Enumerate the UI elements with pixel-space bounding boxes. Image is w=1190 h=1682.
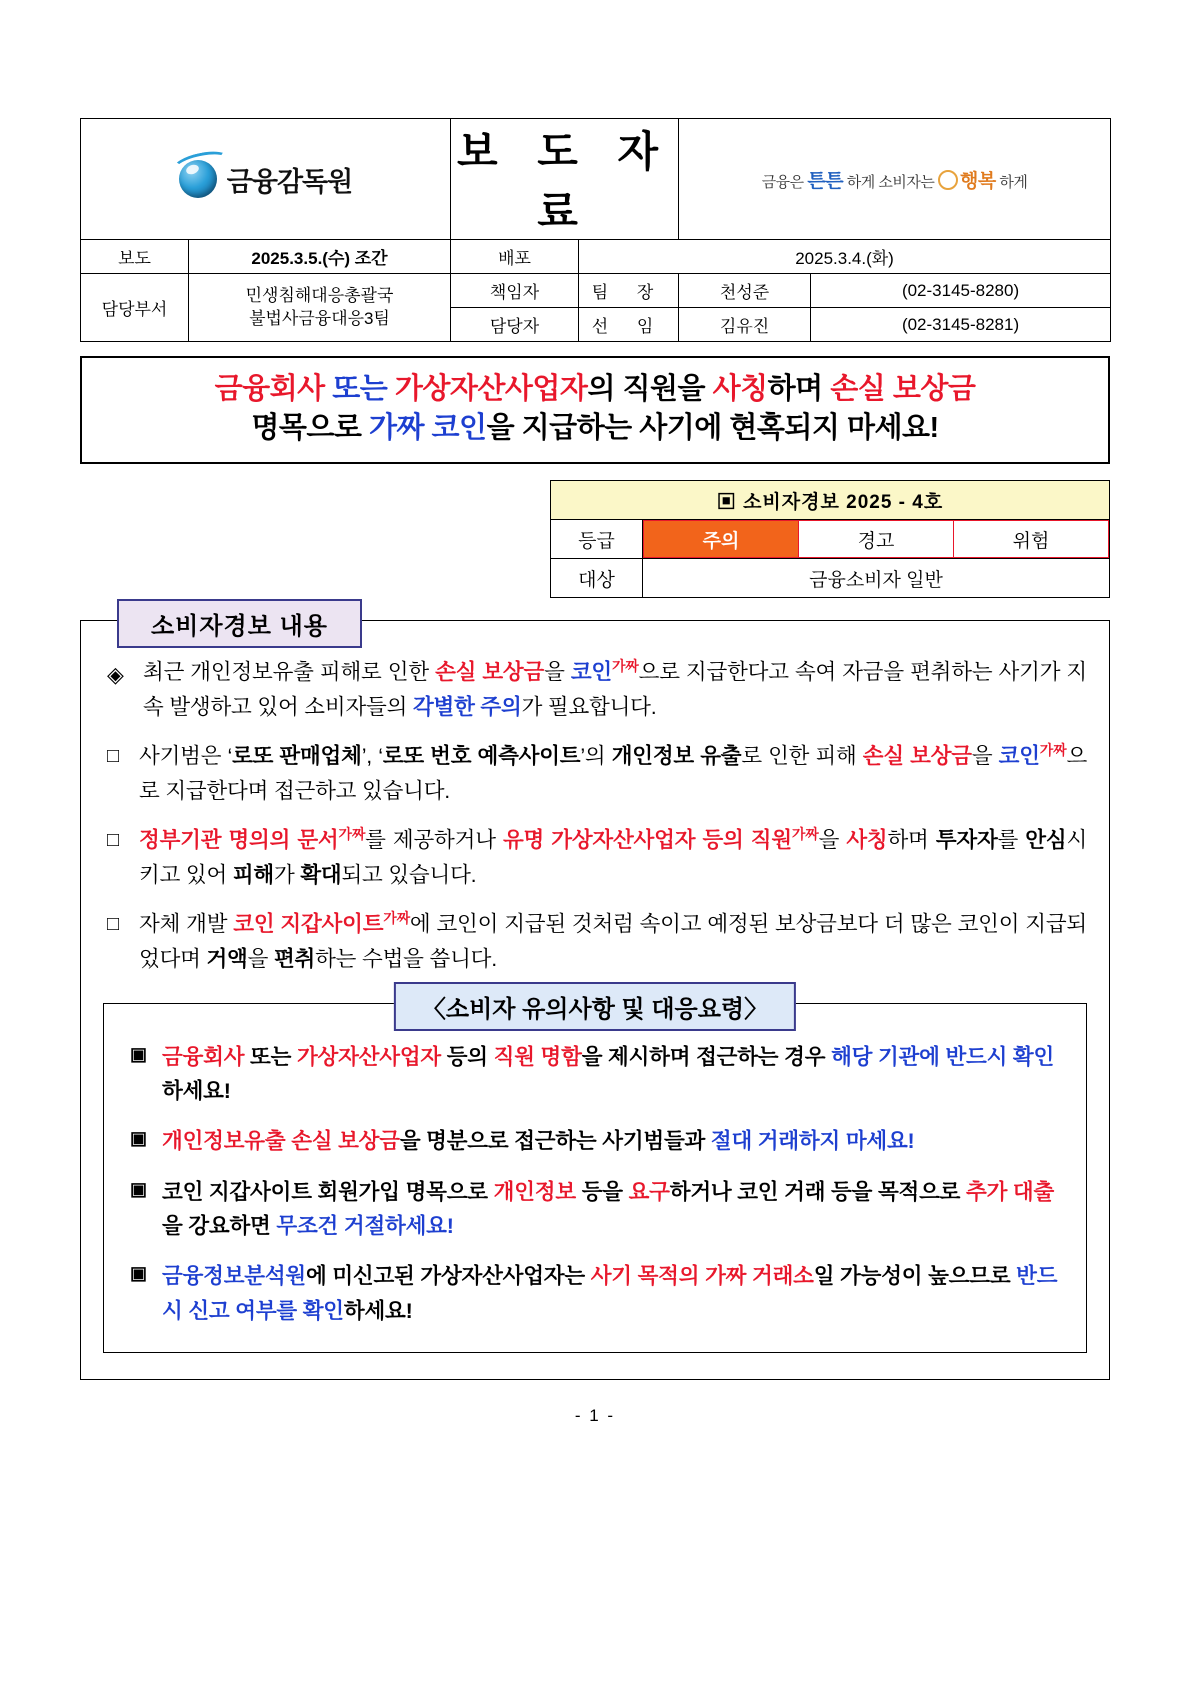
tip-item-2 [124, 1124, 1066, 1158]
tip-3-run-4: 하거나 코인 거래 등을 목적으로 [669, 1179, 967, 1204]
paragraph-2-run-1: 로또 판매업체 [232, 744, 362, 769]
paragraph-3-run-3: 유명 가상자산사업자 등의 직원 [502, 828, 792, 853]
tips-list [124, 1040, 1066, 1329]
paragraph-1-run-7: 가 필요합니다. [521, 695, 657, 720]
tip-3-run-2: 등을 [575, 1179, 629, 1204]
paragraph-1-run-1: 손실 보상금 [435, 660, 545, 685]
alert-title: ▣ 소비자경보 2025 - 4호 [551, 481, 1110, 520]
tip-4-run-0: 금융정보분석원 [162, 1264, 306, 1289]
dept-name [189, 274, 451, 342]
paragraph-3-run-8: 투자자 [935, 828, 998, 853]
tip-3-run-0: 코인 지갑사이트 회원가입 명목으로 [162, 1179, 494, 1204]
headline-2-run-0: 명목으로 [251, 412, 369, 445]
paragraph-3-run-7: 하며 [887, 828, 936, 853]
slogan-end: 하게 [999, 173, 1028, 191]
tip-3-run-7: 무조건 거절하세요! [276, 1214, 454, 1239]
tip-3-run-5: 추가 대출 [966, 1179, 1055, 1204]
paragraph-2-run-6: 로 인한 피해 [741, 744, 863, 769]
square-bullet-icon: □ [107, 745, 119, 768]
fake-marker: 가짜 [791, 825, 819, 842]
tip-2-run-2: 절대 거래하지 마세요! [710, 1129, 915, 1154]
paragraph-1-run-2: 을 [544, 660, 571, 685]
tip-1-run-6: 해당 기관에 반드시 확인 [831, 1044, 1055, 1069]
tip-1-run-5: 을 제시하며 접근하는 경우 [581, 1044, 832, 1069]
responsible-label: 책임자 [451, 274, 579, 308]
content-paragraph-1 [103, 655, 1087, 725]
target-label: 대상 [551, 559, 643, 598]
headline-1-run-6: 손실 보상금 [830, 373, 976, 405]
paragraph-2-run-3: 로또 번호 예측사이트 [382, 744, 581, 769]
tip-1-run-3: 등의 [440, 1044, 494, 1069]
consumer-alert-table [550, 480, 1110, 598]
fake-marker: 가짜 [1039, 742, 1067, 759]
tips-box [103, 995, 1087, 1354]
alert-title-row [551, 481, 1110, 520]
dept-line-2: 불법사금융대응3팀 [249, 308, 390, 328]
circle-icon [938, 170, 958, 190]
paragraph-3-run-9: 를 [997, 828, 1026, 853]
page-number: - 1 - [574, 1406, 616, 1426]
agency-name: 금융감독원 [226, 166, 353, 197]
headline-2-run-2: 을 지급하는 사기에 현혹되지 마세요! [486, 412, 939, 445]
headline-2-run-1: 가짜 코인 [368, 412, 487, 445]
headline-box [80, 356, 1110, 464]
fake-marker: 가짜 [383, 909, 410, 926]
square-bullet-icon: □ [107, 912, 119, 935]
slogan-strong: 튼튼 [807, 169, 844, 192]
paragraph-4-run-3: 에 코인이 지급된 것처럼 속이고 예정된 보상금보다 더 많은 코인이 지급되었다며 [139, 911, 1087, 971]
square-bullet-icon: □ [107, 828, 119, 851]
paragraph-2-run-7: 손실 보상금 [862, 744, 972, 769]
content-paragraph-2 [103, 739, 1087, 809]
bodo-value: 2025.3.5.(수) 조간 [189, 240, 451, 274]
grade-label: 등급 [551, 520, 643, 559]
filled-square-bullet-icon: ▣ [130, 1178, 147, 1199]
tip-2-run-1: 을 명분으로 접근하는 사기범들과 [399, 1129, 711, 1154]
bodo-label: 보도 [81, 240, 189, 274]
paragraph-2-run-8: 을 [971, 744, 999, 769]
slogan-happy: 행복 [960, 169, 996, 192]
paragraph-4-run-0: 자체 개발 [139, 911, 234, 936]
paragraph-3-run-13: 가 [273, 862, 301, 887]
tip-4-run-4: 반드시 신고 여부를 확인 [162, 1264, 1058, 1323]
tip-item-3 [124, 1175, 1066, 1244]
alert-table-wrap [80, 480, 1110, 598]
paragraph-4-run-7: 하는 수법을 씁니다. [315, 946, 497, 971]
staff-label: 담당자 [451, 308, 579, 342]
alert-target-row [551, 559, 1110, 598]
slogan-pre: 금융은 [761, 173, 804, 191]
paragraph-4-run-1: 코인 지갑사이트 [233, 911, 384, 936]
tip-4-run-1: 에 미신고된 가상자산사업자는 [305, 1264, 591, 1289]
fake-marker: 가짜 [338, 825, 366, 842]
target-value: 금융소비자 일반 [643, 559, 1110, 598]
paragraph-1-run-6: 각별한 주의 [412, 695, 522, 720]
page-title: 보 도 자 료 [451, 119, 679, 240]
paragraph-2-run-9: 코인 [998, 744, 1040, 769]
responsible-name: 천성준 [679, 274, 811, 308]
paragraph-list [103, 655, 1087, 976]
filled-square-bullet-icon: ▣ [130, 1043, 147, 1064]
paragraph-2-run-4: ’의 [580, 744, 612, 769]
paragraph-2-run-5: 개인정보 유출 [611, 744, 742, 769]
paragraph-4-run-4: 거액 [206, 946, 248, 971]
paragraph-3-run-0: 정부기관 명의의 문서 [139, 828, 339, 853]
paragraph-2-run-2: ’, ‘ [361, 744, 383, 769]
paragraph-3-run-5: 을 [818, 828, 847, 853]
filled-square-bullet-icon: ▣ [130, 1263, 147, 1284]
section-title: 소비자경보 내용 [117, 599, 362, 648]
staff-phone: (02-3145-8281) [811, 308, 1111, 342]
paragraph-3-run-12: 피해 [232, 862, 274, 887]
headline-line-2 [88, 409, 1102, 448]
responsible-title: 팀 장 [579, 274, 679, 308]
tip-4-run-2: 사기 목적의 가짜 거래소 [590, 1264, 814, 1289]
headline-1-run-4: 사칭 [712, 373, 768, 405]
paragraph-2-run-11: 으로 지급한다며 접근하고 있습니다. [139, 744, 1088, 804]
paragraph-2-run-0: 사기범은 ‘ [139, 744, 233, 769]
distribute-label: 배포 [451, 240, 579, 274]
agency-logo-cell [81, 119, 451, 240]
headline-1-run-3: 의 직원을 [587, 373, 713, 405]
paragraph-3-run-2: 를 제공하거나 [365, 828, 503, 853]
paragraph-1-run-5: 으로 지급한다고 속여 자금을 편취하는 사기가 지속 발생하고 있어 소비자들의 [143, 660, 1087, 720]
paragraph-1-run-3: 코인 [570, 660, 612, 685]
tip-2-run-0: 개인정보유출 손실 보상금 [162, 1129, 400, 1154]
grade-scale [643, 520, 1110, 559]
fake-marker: 가짜 [611, 658, 639, 675]
distribute-value: 2025.3.4.(화) [579, 240, 1111, 274]
header-table [80, 118, 1111, 342]
paragraph-3-run-6: 사칭 [846, 828, 888, 853]
paragraph-3-run-10: 안심 [1025, 828, 1067, 853]
paragraph-4-run-6: 편취 [273, 946, 316, 971]
headline-1-run-5: 하며 [767, 373, 831, 405]
staff-title: 선 임 [579, 308, 679, 342]
tip-3-run-1: 개인정보 [493, 1179, 576, 1204]
paragraph-3-run-11: 시키고 있어 [139, 828, 1088, 887]
responsible-row [81, 274, 1111, 308]
headline-1-run-0: 금융회사 [214, 373, 325, 405]
tip-3-run-3: 요구 [628, 1179, 670, 1204]
headline-line-1 [88, 370, 1102, 409]
dept-line-1: 민생침해대응총괄국 [245, 285, 394, 305]
headline-1-run-1: 또는 [324, 373, 395, 405]
release-date-row [81, 240, 1111, 274]
grade-option-1[interactable]: 주의 [644, 521, 799, 557]
diamond-bullet-icon: ◈ [107, 662, 124, 688]
tip-1-run-2: 가상자산사업자 [296, 1044, 441, 1069]
tip-4-run-5: 하세요! [343, 1298, 413, 1323]
paragraph-1-run-0: 최근 개인정보유출 피해로 인한 [143, 660, 436, 685]
alert-grade-row [551, 520, 1110, 559]
paragraph-3-run-14: 확대 [300, 862, 342, 887]
grade-option-2[interactable]: 경고 [799, 521, 954, 557]
dept-label: 담당부서 [81, 274, 189, 342]
slogan-cell [679, 119, 1111, 240]
content-paragraph-3 [103, 823, 1087, 893]
responsible-phone: (02-3145-8280) [811, 274, 1111, 308]
tip-item-4 [124, 1259, 1066, 1328]
headline-1-run-2: 가상자산사업자 [394, 373, 588, 405]
tip-item-1 [124, 1040, 1066, 1109]
filled-square-bullet-icon: ▣ [130, 1128, 147, 1149]
tip-1-run-0: 금융회사 [162, 1044, 245, 1069]
tip-1-run-7: 하세요! [162, 1078, 231, 1103]
tip-1-run-4: 직원 명함 [493, 1044, 582, 1069]
content-paragraph-4 [103, 907, 1087, 977]
tip-1-run-1: 또는 [244, 1044, 297, 1069]
tip-3-run-6: 을 강요하면 [162, 1214, 277, 1239]
header-title-row [81, 119, 1111, 240]
paragraph-4-run-5: 을 [247, 946, 274, 971]
tip-4-run-3: 일 가능성이 높으므로 [813, 1264, 1017, 1289]
grade-option-3[interactable]: 위험 [1012, 530, 1050, 552]
alert-content-box [80, 613, 1110, 1380]
staff-name: 김유진 [679, 308, 811, 342]
tips-title: 〈소비자 유의사항 및 대응요령〉 [394, 982, 796, 1031]
paragraph-3-run-15: 되고 있습니다. [341, 862, 477, 887]
fss-globe-icon [179, 160, 217, 198]
slogan-mid: 하게 소비자는 [846, 173, 935, 191]
